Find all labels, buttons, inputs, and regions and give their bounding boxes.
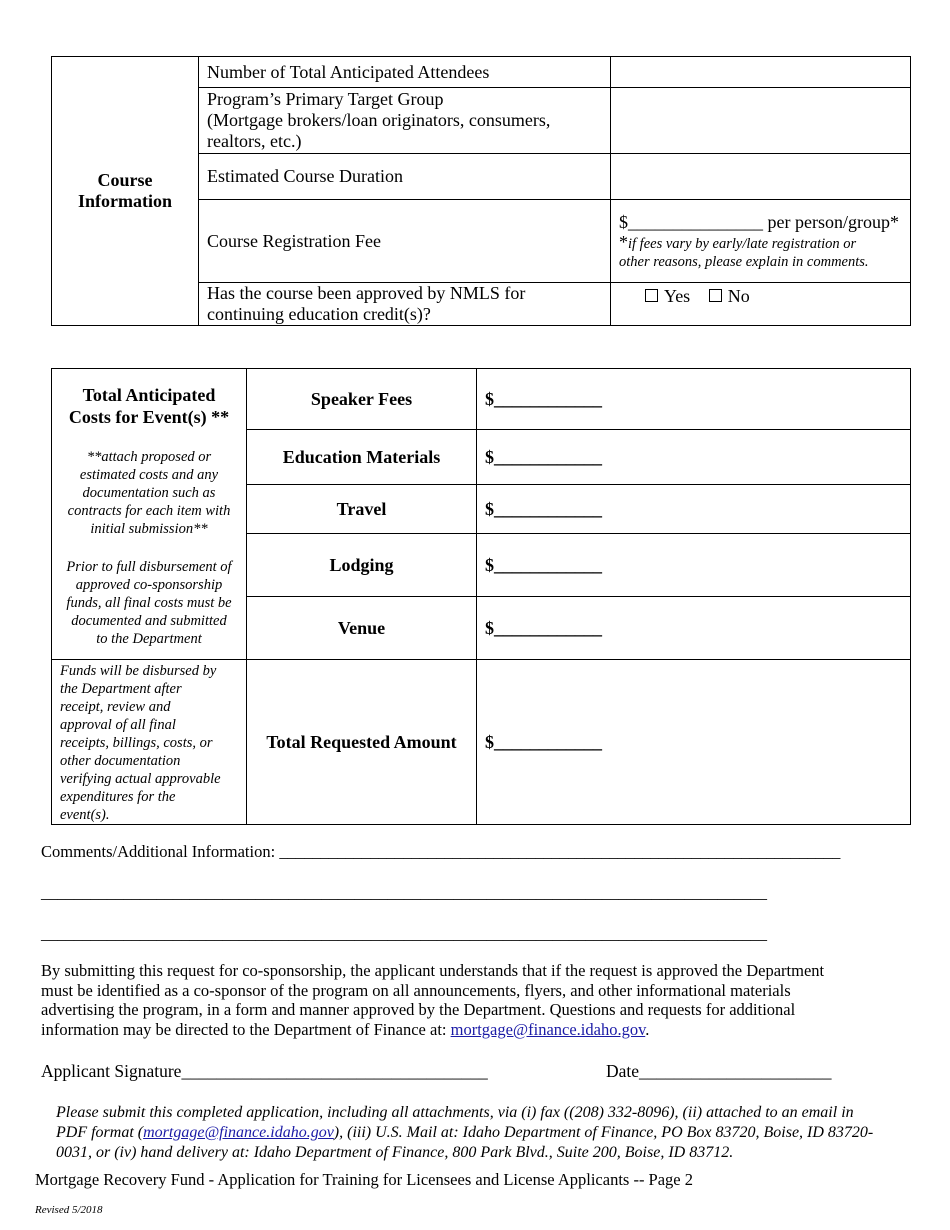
comments-line-3[interactable]: ________________________________________________________________________________________ <box>41 924 767 943</box>
comments-line-2[interactable]: ________________________________________________________________________________________ <box>41 883 767 902</box>
attendees-field[interactable] <box>611 57 911 88</box>
education-materials-label: Education Materials <box>247 430 477 485</box>
travel-label: Travel <box>247 485 477 534</box>
anticipated-costs-table <box>51 368 911 825</box>
total-requested-amount[interactable]: $____________ <box>477 660 911 825</box>
applicant-signature-label: Applicant Signature <box>41 1061 182 1081</box>
no-checkbox[interactable] <box>709 289 722 302</box>
target-group-field[interactable] <box>611 88 911 154</box>
comments-blank-1[interactable]: ____________________________________________________________________ <box>279 842 841 861</box>
education-materials-amount[interactable]: $____________ <box>477 430 911 485</box>
travel-amount[interactable]: $____________ <box>477 485 911 534</box>
disbursement-note: Prior to full disbursement of approved co-sponsorship funds, all final costs must be documented and submitted to the Department <box>66 559 232 647</box>
yes-checkbox[interactable] <box>645 289 658 302</box>
venue-amount[interactable]: $____________ <box>477 597 911 660</box>
funds-disbursement-note: Funds will be disbursed by the Department after receipt, review and approval of all final receipts, billings, costs, or other documentation verifying actual approvable expenditures for the event(s). <box>52 660 247 825</box>
cosponsorship-statement: By submitting this request for co-sponsorship, the applicant understands that if the request is approved the Department must be identified as a co-sponsor of the program on all announcements, flyers, and other informational materials advertising the program, in a form and manner approved by the Department. Questions and requests for additional information may be directed to the Department of Finance at: mortgage@finance.idaho.gov. <box>41 961 825 1039</box>
nmls-approval-label: Has the course been approved by NMLS for continuing education credit(s)? <box>199 283 611 326</box>
email-link[interactable]: mortgage@finance.idaho.gov <box>450 1019 646 1039</box>
speaker-fees-label: Speaker Fees <box>247 369 477 430</box>
nmls-approval-options <box>611 283 911 326</box>
date-line[interactable] <box>606 1061 832 1082</box>
date-blank[interactable]: ______________________ <box>639 1061 832 1081</box>
date-label: Date <box>606 1061 640 1081</box>
fee-note: *if fees vary by early/late registration or other reasons, please explain in comments. <box>619 231 869 270</box>
revised-date: Revised 5/2018 <box>35 1204 103 1216</box>
submit-email-link[interactable]: mortgage@finance.idaho.gov <box>143 1124 334 1141</box>
nmls-no-option[interactable]: No <box>709 286 750 306</box>
course-information-heading: Course Information <box>52 57 199 326</box>
lodging-amount[interactable]: $____________ <box>477 534 911 597</box>
lodging-label: Lodging <box>247 534 477 597</box>
applicant-signature-blank[interactable]: ___________________________________ <box>181 1061 488 1081</box>
costs-title: Total Anticipated Costs for Event(s) ** <box>68 385 230 427</box>
comments-line-1[interactable] <box>41 842 840 862</box>
attendees-label: Number of Total Anticipated Attendees <box>199 57 611 88</box>
submission-instructions: Please submit this completed application, including all attachments, via (i) fax ((208) 332-8096), (ii) attached to an email in PDF format (mortgage@finance.idaho.gov), (iii) U.S. Mail at: Idaho Department of Finance, PO Box 83720, Boise, ID 83720- 0031, or (iv) hand delivery at: Idaho Department of Finance, 800 Park Blvd., Suite 200, Boise, ID 83712. <box>56 1104 874 1161</box>
venue-label: Venue <box>247 597 477 660</box>
registration-fee-field[interactable] <box>611 200 911 283</box>
duration-field[interactable] <box>611 154 911 200</box>
attach-costs-note: **attach proposed or estimated costs and any documentation such as contracts for each item with initial submission** <box>67 449 231 537</box>
page-footer-title: Mortgage Recovery Fund - Application for Training for Licensees and License Applicants -- Page 2 <box>35 1170 694 1189</box>
applicant-signature-line[interactable] <box>41 1061 488 1082</box>
course-information-table <box>51 56 911 326</box>
nmls-yes-option[interactable]: Yes <box>645 286 690 306</box>
registration-fee-label: Course Registration Fee <box>199 200 611 283</box>
total-requested-label: Total Requested Amount <box>247 660 477 825</box>
speaker-fees-amount[interactable]: $____________ <box>477 369 911 430</box>
costs-heading-cell <box>52 369 247 660</box>
fee-amount-line[interactable]: $_______________ per person/group* <box>619 211 899 232</box>
duration-label: Estimated Course Duration <box>199 154 611 200</box>
target-group-label: Program’s Primary Target Group (Mortgage brokers/loan originators, consumers, realtors, etc.) <box>199 88 611 154</box>
comments-label: Comments/Additional Information: <box>41 842 280 861</box>
